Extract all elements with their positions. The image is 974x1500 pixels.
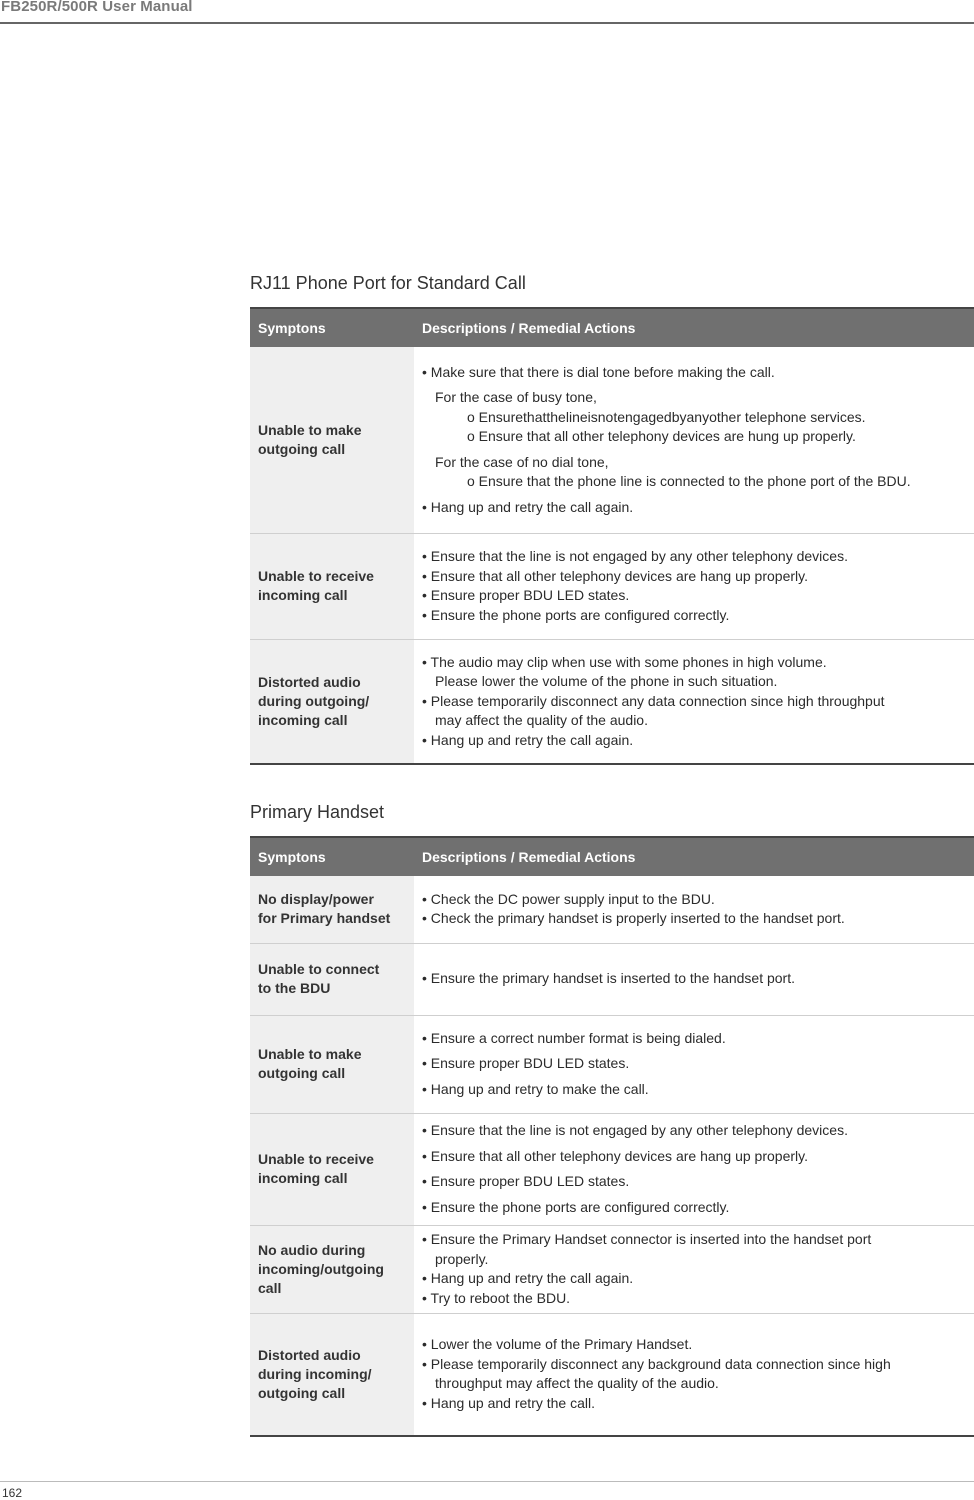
symptom-line: incoming call [258, 711, 348, 728]
description-line: • Please temporarily disconnect any background data connection since high [422, 1355, 891, 1372]
description-line: • Make sure that there is dial tone before making the call. [422, 363, 775, 380]
table-row [250, 347, 974, 533]
description-line: For the case of no dial tone, [435, 453, 609, 470]
symptom-cell [250, 533, 414, 639]
description-line: • Ensure that all other telephony devices are hang up properly. [422, 1147, 808, 1164]
symptom-cell [250, 1313, 414, 1436]
description-line: may affect the quality of the audio. [435, 712, 648, 728]
symptom-line: during outgoing/ [258, 692, 370, 709]
symptom-cell [250, 943, 414, 1015]
description-cell [414, 943, 974, 1015]
description-cell [414, 1313, 974, 1436]
description-line: • Ensure the Primary Handset connector is inserted into the handset port [422, 1231, 872, 1247]
column-header-descriptions: Descriptions / Remedial Actions [414, 308, 974, 347]
symptom-cell [250, 876, 414, 943]
table-row [250, 1113, 974, 1225]
symptom-line: Unable to receive [258, 1151, 374, 1167]
description-line: • Hang up and retry the call. [422, 1394, 595, 1411]
symptom-line: Unable to connect [258, 961, 380, 977]
description-line: • Hang up and retry the call again. [422, 498, 634, 515]
description-line: • Check the primary handset is properly inserted to the handset port. [422, 910, 845, 927]
symptom-line: call [258, 1279, 282, 1296]
symptom-cell [250, 1113, 414, 1225]
description-cell [414, 347, 974, 533]
symptom-line: during incoming/ [258, 1365, 372, 1382]
primary-handset-troubleshooting-table [250, 836, 974, 1437]
manual-title: FB250R/500R User Manual [1, 0, 193, 15]
symptom-line: for Primary handset [258, 910, 391, 927]
symptom-line: Distorted audio [258, 1346, 361, 1363]
description-line: • Ensure the phone ports are configured correctly. [422, 606, 730, 623]
section-title-rj11: RJ11 Phone Port for Standard Call [250, 273, 526, 293]
description-line: • Ensure proper BDU LED states. [422, 1173, 630, 1189]
symptom-cell [250, 1225, 414, 1313]
table-header-row [250, 308, 974, 347]
description-cell [414, 1113, 974, 1225]
description-line: • Please temporarily disconnect any data connection since high throughput [422, 692, 885, 709]
symptom-line: incoming/outgoing [258, 1260, 384, 1277]
table-row [250, 533, 974, 639]
symptom-line: outgoing call [258, 1065, 346, 1081]
symptom-line: incoming call [258, 1170, 348, 1186]
symptom-cell [250, 639, 414, 764]
rj11-troubleshooting-table [250, 307, 974, 765]
table-header-row [250, 837, 974, 876]
description-line: • Ensure proper BDU LED states. [422, 587, 630, 603]
symptom-line: Distorted audio [258, 673, 361, 690]
symptom-cell [250, 1015, 414, 1113]
symptom-cell [250, 347, 414, 533]
page-header [0, 0, 974, 24]
table-row [250, 639, 974, 764]
symptom-line: outgoing call [258, 1384, 346, 1401]
description-cell [414, 1225, 974, 1313]
description-line: • The audio may clip when use with some phones in high volume. [422, 653, 827, 670]
symptom-line: outgoing call [258, 440, 346, 457]
description-cell [414, 876, 974, 943]
column-header-symptoms: Symptons [250, 308, 414, 347]
description-cell [414, 1015, 974, 1113]
column-header-descriptions: Descriptions / Remedial Actions [414, 837, 974, 876]
description-line: • Hang up and retry the call again. [422, 1270, 634, 1286]
description-line: throughput may affect the quality of the audio. [435, 1375, 719, 1392]
description-line: • Ensure the primary handset is inserted to the handset port. [422, 970, 795, 987]
table-row [250, 1015, 974, 1113]
table-row [250, 943, 974, 1015]
description-line: • Lower the volume of the Primary Handset. [422, 1336, 693, 1353]
page-number: 162 [2, 1486, 23, 1500]
description-line: • Ensure that all other telephony devices are hang up properly. [422, 567, 808, 584]
table-row [250, 1313, 974, 1436]
table-row [250, 1225, 974, 1313]
column-header-symptoms: Symptons [250, 837, 414, 876]
description-line: Please lower the volume of the phone in such situation. [435, 673, 778, 689]
table-row [250, 876, 974, 943]
description-line: • Hang up and retry the call again. [422, 731, 634, 748]
symptom-line: No display/power [258, 891, 374, 908]
footer-divider [0, 1481, 974, 1482]
symptom-line: Unable to receive [258, 568, 374, 584]
symptom-line: to the BDU [258, 980, 331, 996]
description-line: • Ensure proper BDU LED states. [422, 1055, 630, 1072]
symptom-line: Unable to make [258, 1046, 362, 1062]
description-cell [414, 639, 974, 764]
symptom-line: Unable to make [258, 421, 362, 438]
symptom-line: No audio during [258, 1241, 366, 1258]
description-line: properly. [435, 1250, 489, 1267]
description-line: • Try to reboot the BDU. [422, 1289, 571, 1306]
description-line: • Ensure that the line is not engaged by any other telephony devices. [422, 1122, 848, 1138]
description-line: • Ensure the phone ports are configured correctly. [422, 1198, 730, 1215]
description-line: • Ensure that the line is not engaged by any other telephony devices. [422, 548, 848, 564]
description-line: o Ensure that the phone line is connected to the phone port of the BDU. [467, 473, 911, 489]
description-line: o Ensurethatthelineisnotengagedbyanyother telephone services. [467, 408, 866, 425]
section-title-primary-handset: Primary Handset [250, 802, 385, 822]
symptom-line: incoming call [258, 587, 348, 603]
description-line: For the case of busy tone, [435, 389, 597, 405]
description-line: • Check the DC power supply input to the BDU. [422, 890, 715, 907]
description-cell [414, 533, 974, 639]
description-line: • Hang up and retry to make the call. [422, 1080, 649, 1097]
description-line: • Ensure a correct number format is being dialed. [422, 1029, 726, 1046]
description-line: o Ensure that all other telephony devices are hung up properly. [467, 428, 856, 444]
